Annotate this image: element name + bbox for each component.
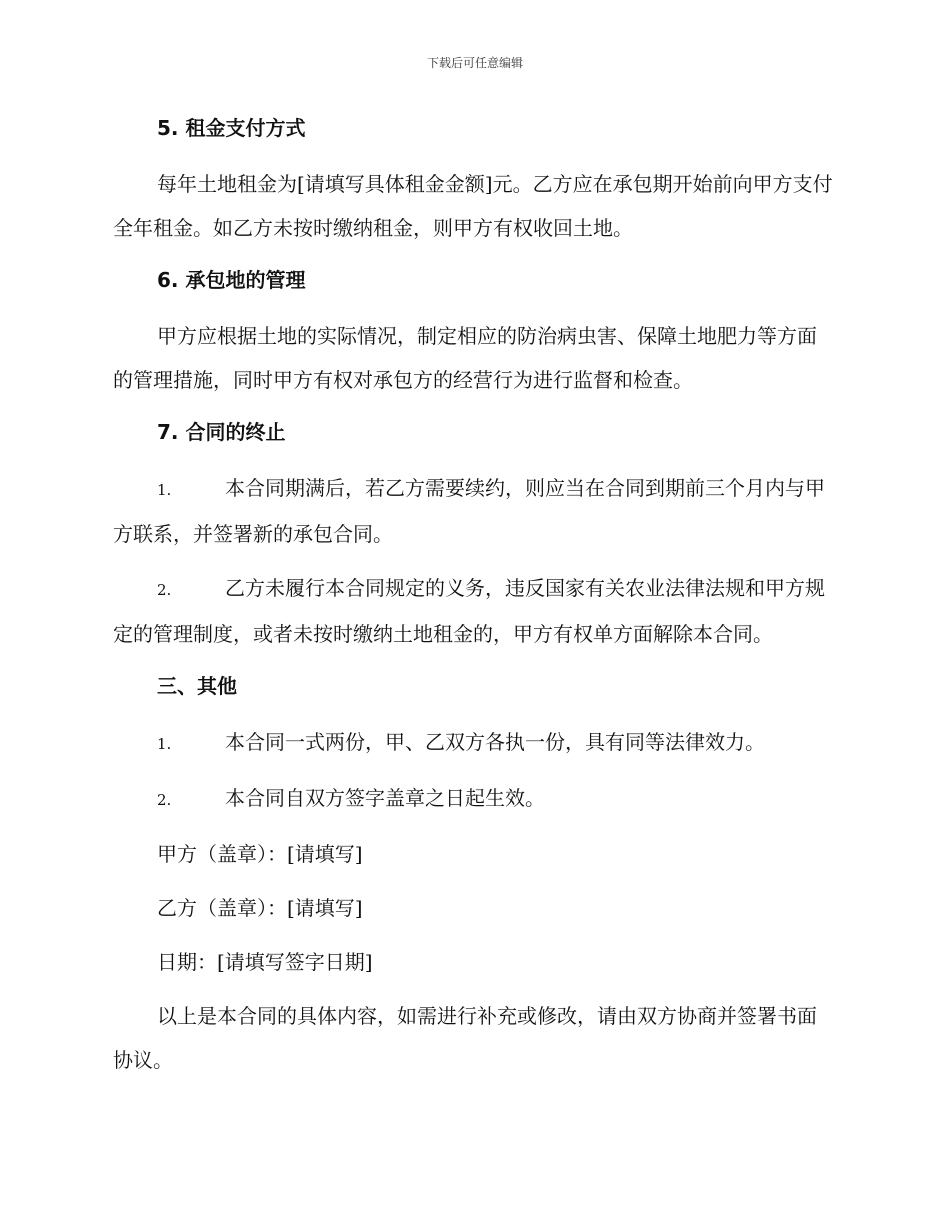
rent-payment-paragraph: 每年土地租金为[请填写具体租金金额]元。乙方应在承包期开始前向甲方支付全年租金。如乙方未按时缴纳租金，则甲方有权收回土地。 bbox=[113, 172, 833, 240]
list-item-text: 乙方未履行本合同规定的义务，违反国家有关农业法律法规和甲方规定的管理制度，或者未按时缴纳土地租金的，甲方有权单方面解除本合同。 bbox=[113, 576, 825, 646]
section-title-contract-termination: 7. 合同的终止 bbox=[157, 420, 286, 444]
list-item-text: 本合同一式两份，甲、乙双方各执一份，具有同等法律效力。 bbox=[225, 730, 765, 754]
land-management-paragraph: 甲方应根据土地的实际情况，制定相应的防治病虫害、保障土地肥力等方面的管理措施，同时甲方有权对承包方的经营行为进行监督和检查。 bbox=[113, 324, 817, 392]
list-item bbox=[113, 566, 833, 656]
party-a-signature-line: 甲方（盖章）：[请填写] bbox=[157, 842, 363, 866]
list-item-number: 1. bbox=[157, 481, 172, 499]
list-item bbox=[113, 466, 833, 556]
signature-date-line: 日期：[请填写签字日期] bbox=[157, 950, 373, 974]
closing-paragraph: 以上是本合同的具体内容，如需进行补充或修改，请由双方协商并签署书面协议。 bbox=[113, 1004, 817, 1072]
section-title-land-management: 6. 承包地的管理 bbox=[157, 268, 306, 292]
list-item bbox=[113, 720, 833, 766]
page-header: 下载后可任意编辑 bbox=[426, 56, 523, 70]
list-item-text: 本合同自双方签字盖章之日起生效。 bbox=[225, 786, 545, 810]
document-body bbox=[113, 108, 833, 1092]
list-item-number: 1. bbox=[157, 735, 172, 753]
party-b-signature-line: 乙方（盖章）：[请填写] bbox=[157, 896, 363, 920]
section-title-other: 三、其他 bbox=[157, 674, 237, 698]
list-item-number: 2. bbox=[157, 791, 172, 809]
list-item-text: 本合同期满后，若乙方需要续约，则应当在合同到期前三个月内与甲方联系，并签署新的承包合同。 bbox=[113, 476, 825, 546]
list-item bbox=[113, 776, 833, 822]
list-item-number: 2. bbox=[157, 581, 172, 599]
section-title-rent-payment: 5. 租金支付方式 bbox=[157, 116, 306, 140]
